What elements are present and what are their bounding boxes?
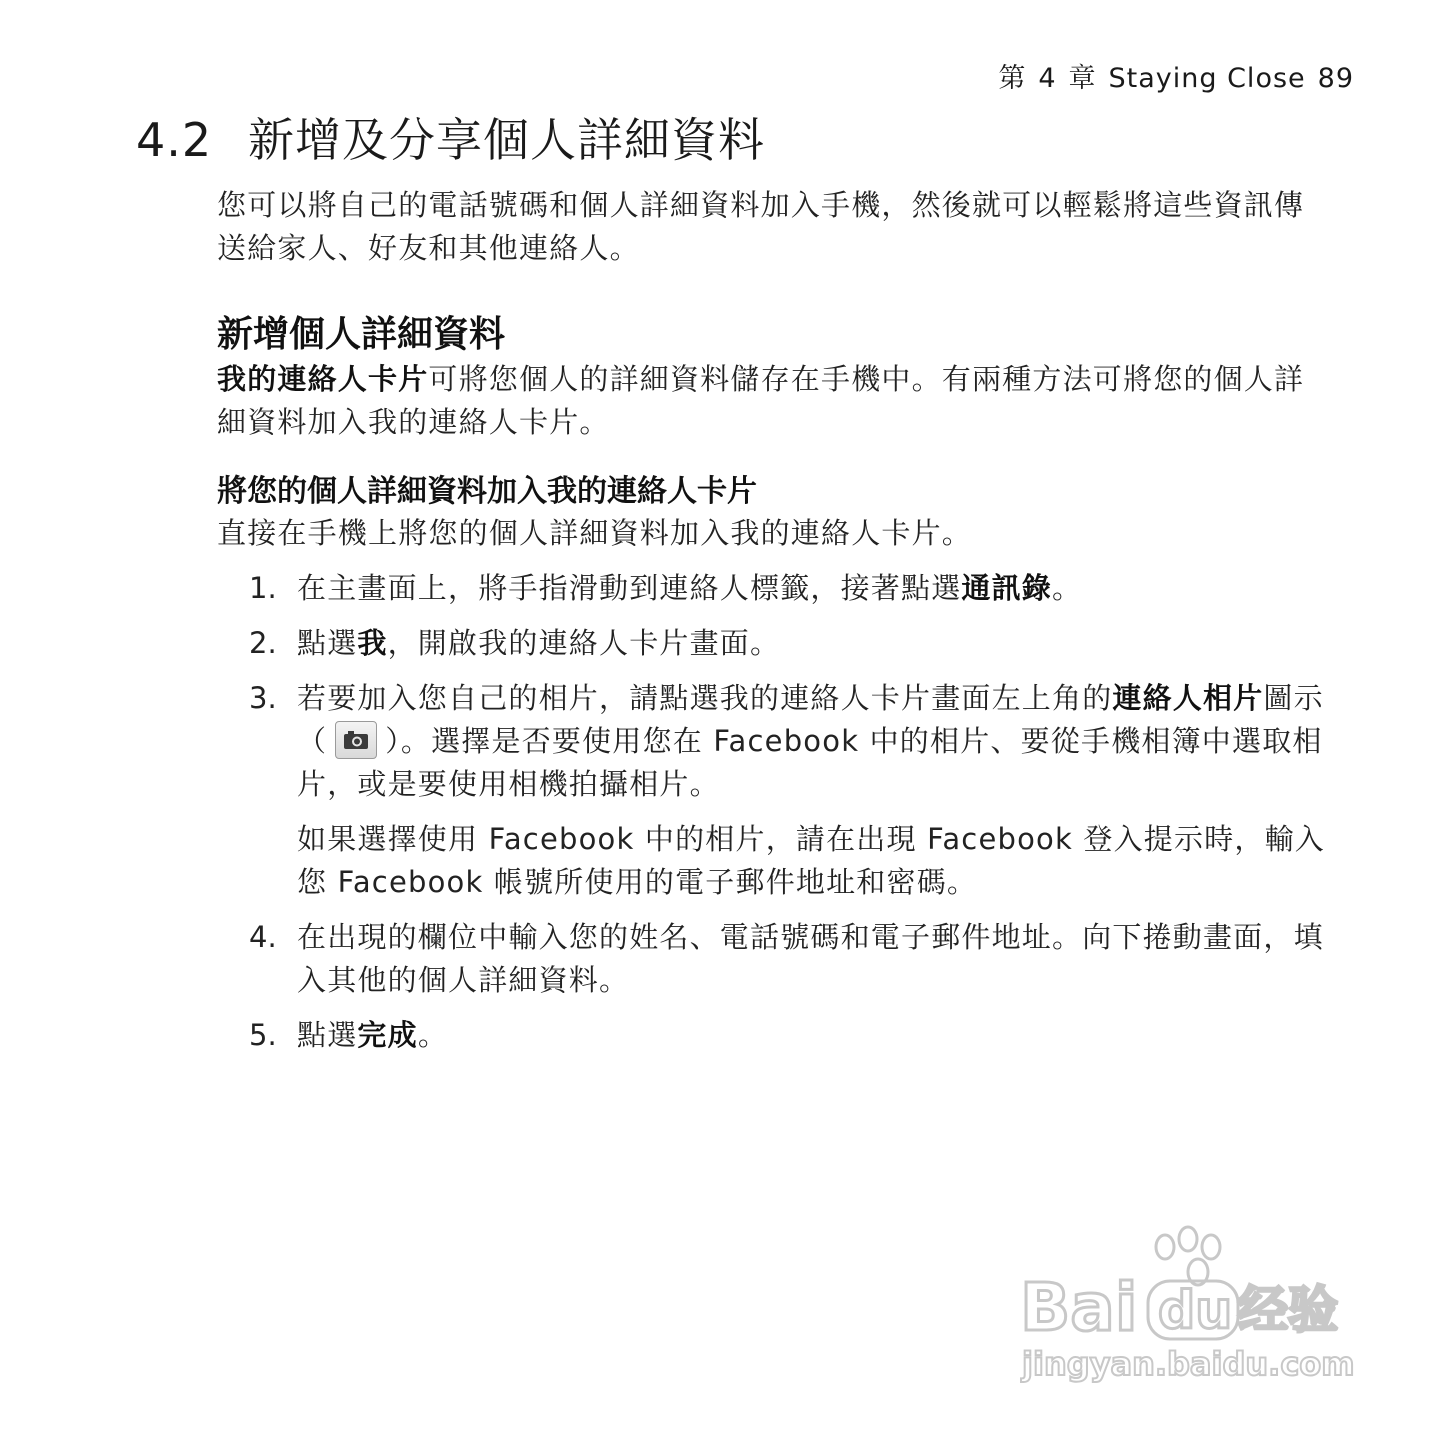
chapter-suffix: 章 <box>1068 63 1097 94</box>
step-bold-term: 通訊錄 <box>961 571 1053 605</box>
subsection-paragraph <box>217 358 1332 444</box>
step-number: 2. <box>249 626 277 660</box>
baidu-logo <box>1020 1225 1355 1390</box>
step-text: 在出現的欄位中輸入您的姓名、電話號碼和電子郵件地址。向下捲動畫面，填入其他的個人詳細資料。 <box>297 920 1324 997</box>
step-2 <box>217 622 1332 665</box>
subsection-title: 新增個人詳細資料 <box>217 314 506 355</box>
subsection-body: 可將您個人的詳細資料儲存在手機中。有兩種方法可將您的個人詳細資料加入我的連絡人卡片。 <box>217 362 1305 439</box>
page-number: 89 <box>1317 63 1354 94</box>
step-text-part: 點選 <box>297 626 358 660</box>
subsection-bold-term: 我的連絡人卡片 <box>217 362 429 396</box>
step-bold-term: 連絡人相片 <box>1112 681 1264 715</box>
main-content <box>217 184 1332 1057</box>
procedure-intro: 直接在手機上將您的個人詳細資料加入我的連絡人卡片。 <box>217 516 973 550</box>
step-text-part: 點選 <box>297 1018 358 1052</box>
step-text-part: 若要加入您自己的相片，請點選我的連絡人卡片畫面左上角的 <box>297 681 1113 715</box>
step-bold-term: 完成 <box>357 1018 418 1052</box>
running-header <box>998 56 1354 95</box>
step-text <box>297 677 1332 806</box>
svg-text:du: du <box>1158 1281 1233 1341</box>
step-text-part: 。 <box>1052 571 1083 605</box>
step-number: 3. <box>249 681 277 715</box>
step-text <box>297 622 1332 665</box>
step-text-part: ）。選擇是否要使用您在 Facebook 中的相片、要從手機相簿中選取相片，或是要使用相機拍攝相片。 <box>297 724 1323 801</box>
section-title <box>136 104 765 170</box>
watermark-url: jingyan.baidu.com <box>1022 1345 1355 1383</box>
steps-list <box>217 567 1332 1057</box>
chapter-prefix: 第 <box>998 63 1027 94</box>
baidu-jingyan-watermark <box>1020 1225 1355 1390</box>
section-number: 4.2 <box>136 113 213 167</box>
step-bold-term: 我 <box>357 626 388 660</box>
step-text-part: ，開啟我的連絡人卡片畫面。 <box>387 626 781 660</box>
step-4 <box>217 916 1332 1002</box>
step-number: 4. <box>249 920 277 954</box>
svg-text:Bai: Bai <box>1020 1269 1138 1346</box>
step-text <box>297 567 1332 610</box>
step-text <box>297 1014 1332 1057</box>
step-note: 如果選擇使用 Facebook 中的相片，請在出現 Facebook 登入提示時，輸入您 Facebook 帳號所使用的電子郵件地址和密碼。 <box>297 822 1326 899</box>
svg-text:经验: 经验 <box>1238 1281 1338 1339</box>
step-3 <box>217 677 1332 904</box>
step-1 <box>217 567 1332 610</box>
chapter-title: Staying Close <box>1108 63 1306 94</box>
chapter-number: 4 <box>1038 63 1057 94</box>
section-title-text: 新增及分享個人詳細資料 <box>248 113 765 167</box>
procedure-title: 將您的個人詳細資料加入我的連絡人卡片 <box>217 474 757 509</box>
camera-icon <box>335 721 377 759</box>
step-text-part: 在主畫面上，將手指滑動到連絡人標籤，接著點選 <box>297 571 962 605</box>
step-number: 1. <box>249 571 277 605</box>
step-text-part: 。 <box>417 1018 449 1052</box>
intro-paragraph: 您可以將自己的電話號碼和個人詳細資料加入手機，然後就可以輕鬆將這些資訊傳送給家人、好友和其他連絡人。 <box>217 188 1305 265</box>
step-5 <box>217 1014 1332 1057</box>
step-text-part: 圖示（ <box>297 681 1324 758</box>
step-number: 5. <box>249 1018 277 1052</box>
